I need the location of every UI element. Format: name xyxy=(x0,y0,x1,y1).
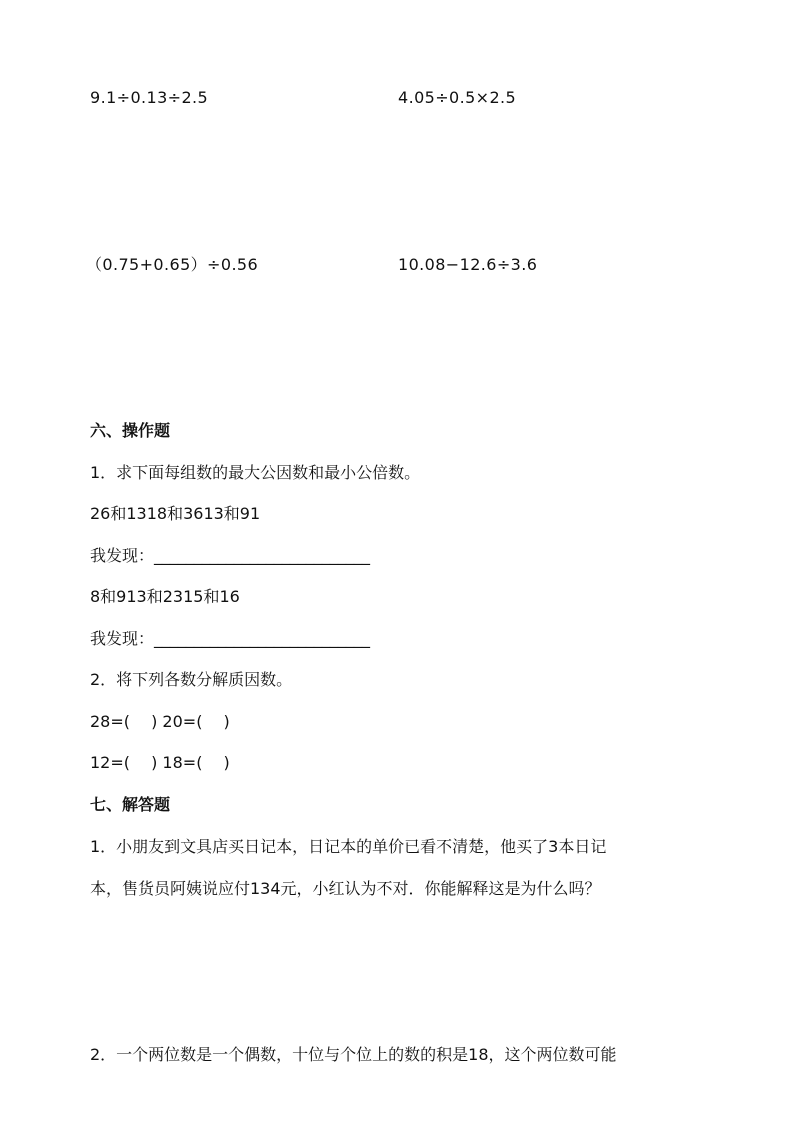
section-7-heading: 七、解答题 xyxy=(90,795,171,814)
factor-row-2: 12=( ) 18=( ) xyxy=(90,753,230,772)
section-7-question-1-line-2: 本，售货员阿姨说应付134元，小红认为不对．你能解释这是为什么吗？ xyxy=(90,879,601,898)
calc-expr-4: 10.08−12.6÷3.6 xyxy=(398,255,538,274)
calc-expr-1: 9.1÷0.13÷2.5 xyxy=(90,88,209,107)
factor-row-1: 28=( ) 20=( ) xyxy=(90,712,230,731)
section-6-heading: 六、操作题 xyxy=(90,421,171,440)
section-7-question-1-line-1: 1．小朋友到文具店买日记本，日记本的单价已看不清楚，他买了3本日记 xyxy=(90,837,607,856)
section-6-question-1: 1．求下面每组数的最大公因数和最小公倍数。 xyxy=(90,463,421,482)
calc-expr-2: 4.05÷0.5×2.5 xyxy=(398,88,517,107)
section-6-question-2: 2．将下列各数分解质因数。 xyxy=(90,670,293,689)
section-7-question-2-line-1: 2．一个两位数是一个偶数，十位与个位上的数的积是18，这个两位数可能 xyxy=(90,1045,617,1064)
number-groups-1: 26和1318和3613和91 xyxy=(90,504,261,523)
calc-expr-3: （0.75+0.65）÷0.56 xyxy=(86,255,259,274)
number-groups-2: 8和913和2315和16 xyxy=(90,587,240,606)
finding-line-2: 我发现：___________________________ xyxy=(90,629,371,648)
finding-line-1: 我发现：___________________________ xyxy=(90,546,371,565)
